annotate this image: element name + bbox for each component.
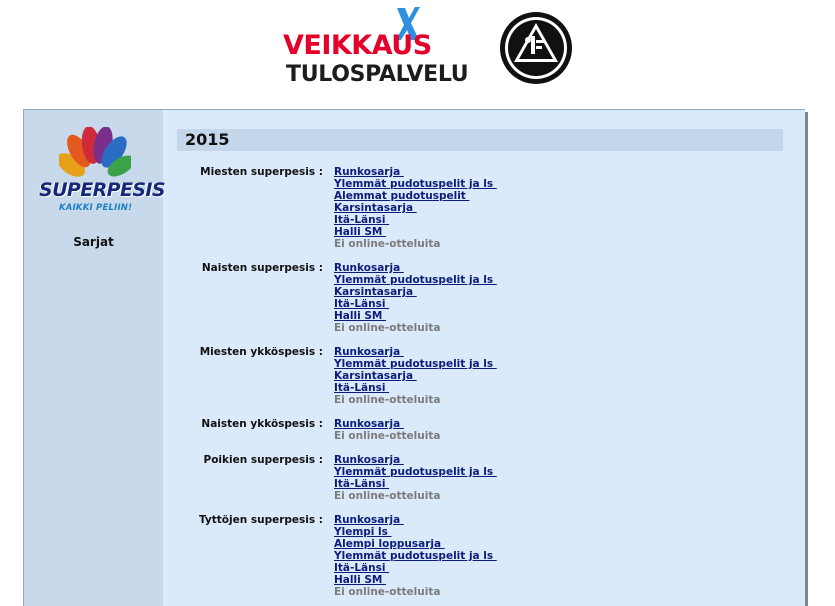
no-online-note: Ei online-otteluita: [334, 430, 441, 442]
series-link[interactable]: Ylemmät pudotuspelit ja ls: [334, 274, 497, 286]
series-link[interactable]: Runkosarja: [334, 166, 404, 178]
page-title: 2015: [185, 130, 230, 149]
section-links: [334, 418, 440, 442]
section-label: Miesten ykköspesis :: [199, 346, 323, 358]
series-link[interactable]: Ylemmät pudotuspelit ja ls: [334, 178, 497, 190]
veikkaus-wordmark: VEIKKAUS: [283, 30, 432, 61]
veikkaus-logo[interactable]: [283, 6, 473, 86]
series-link[interactable]: Runkosarja: [334, 454, 404, 466]
series-link[interactable]: Runkosarja: [334, 346, 404, 358]
section-links: [334, 514, 497, 598]
superpesis-logo[interactable]: [37, 127, 165, 222]
superpesis-fan-icon: [59, 127, 131, 183]
series-link[interactable]: Ylemmät pudotuspelit ja ls: [334, 550, 497, 562]
tulospalvelu-wordmark: TULOSPALVELU: [286, 62, 469, 87]
series-link[interactable]: Karsintasarja: [334, 370, 417, 382]
section-label: Naisten superpesis :: [201, 262, 323, 274]
no-online-note: Ei online-otteluita: [334, 586, 441, 598]
results-frame: [23, 109, 805, 606]
ppl-emblem-icon: [498, 10, 574, 86]
series-link[interactable]: Itä-Länsi: [334, 298, 390, 310]
page-header: [0, 0, 835, 100]
no-online-note: Ei online-otteluita: [334, 322, 441, 334]
year-header: [177, 129, 783, 151]
section-label: Miesten superpesis :: [200, 166, 323, 178]
section-links: [334, 262, 497, 334]
series-link[interactable]: Itä-Länsi: [334, 214, 390, 226]
section-label: Tyttöjen superpesis :: [199, 514, 323, 526]
series-link[interactable]: Ylemmät pudotuspelit ja ls: [334, 358, 497, 370]
superpesis-wordmark: SUPERPESIS: [39, 179, 165, 201]
series-link[interactable]: Runkosarja: [334, 262, 404, 274]
section-links: [334, 166, 497, 250]
no-online-note: Ei online-otteluita: [334, 394, 441, 406]
series-link[interactable]: Runkosarja: [334, 418, 404, 430]
series-link[interactable]: Halli SM: [334, 310, 386, 322]
sidebar: [24, 110, 163, 606]
main-content: [163, 110, 805, 606]
superpesis-tagline: KAIKKI PELIIN!: [59, 203, 133, 213]
series-link[interactable]: Ylempi ls: [334, 526, 392, 538]
section-links: [334, 346, 497, 406]
series-link[interactable]: Runkosarja: [334, 514, 404, 526]
series-link[interactable]: Alempi loppusarja: [334, 538, 445, 550]
series-link[interactable]: Karsintasarja: [334, 286, 417, 298]
no-online-note: Ei online-otteluita: [334, 238, 441, 250]
series-link[interactable]: Itä-Länsi: [334, 382, 390, 394]
series-link[interactable]: Itä-Länsi: [334, 562, 390, 574]
no-online-note: Ei online-otteluita: [334, 490, 441, 502]
section-label: Poikien superpesis :: [203, 454, 323, 466]
series-link[interactable]: Karsintasarja: [334, 202, 417, 214]
section-label: Naisten ykköspesis :: [201, 418, 323, 430]
sidebar-item-sarjat[interactable]: Sarjat: [73, 235, 114, 249]
series-link[interactable]: Alemmat pudotuspelit: [334, 190, 470, 202]
series-link[interactable]: Ylemmät pudotuspelit ja ls: [334, 466, 497, 478]
series-link[interactable]: Halli SM: [334, 574, 386, 586]
series-link[interactable]: Halli SM: [334, 226, 386, 238]
series-link[interactable]: Itä-Länsi: [334, 478, 390, 490]
section-links: [334, 454, 497, 502]
